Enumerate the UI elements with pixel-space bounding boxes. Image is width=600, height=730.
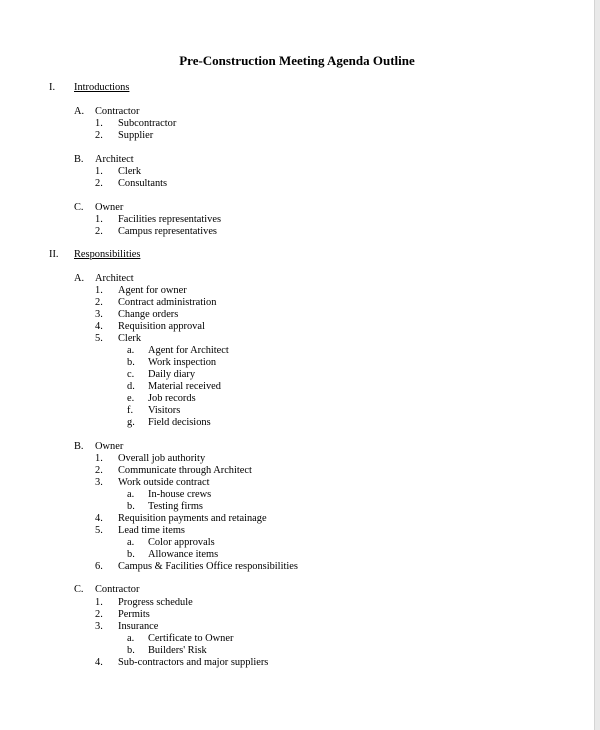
group-marker: A. <box>74 273 85 284</box>
list-item: Requisition approval <box>118 321 205 332</box>
list-subitem: Allowance items <box>148 549 219 560</box>
list-item: Campus & Facilities Office responsibilities <box>118 561 298 572</box>
list-item: Lead time items <box>118 525 185 536</box>
subitem-marker: a. <box>127 489 135 500</box>
group-marker: B. <box>74 441 84 452</box>
group-label: Contractor <box>95 106 140 117</box>
item-marker: 6. <box>95 561 103 572</box>
list-item: Clerk <box>118 333 142 344</box>
list-subitem: Testing firms <box>148 501 203 512</box>
item-marker: 2. <box>95 609 103 620</box>
list-item: Clerk <box>118 166 142 177</box>
item-marker: 1. <box>95 166 103 177</box>
subitem-marker: a. <box>127 537 135 548</box>
list-item: Progress schedule <box>118 597 193 608</box>
item-marker: 2. <box>95 297 103 308</box>
list-subitem: Daily diary <box>148 369 196 380</box>
group-label: Architect <box>95 273 134 284</box>
item-marker: 1. <box>95 214 103 225</box>
subitem-marker: d. <box>127 381 135 392</box>
group-marker: B. <box>74 154 84 165</box>
list-subitem: Work inspection <box>148 357 217 368</box>
item-marker: 5. <box>95 525 103 536</box>
subitem-marker: b. <box>127 501 135 512</box>
list-item: Insurance <box>118 621 159 632</box>
list-subitem: In-house crews <box>148 489 212 500</box>
list-item: Sub-contractors and major suppliers <box>118 657 269 668</box>
list-item: Campus representatives <box>118 226 217 237</box>
subitem-marker: b. <box>127 645 135 656</box>
item-marker: 1. <box>95 285 103 296</box>
list-subitem: Visitors <box>148 405 181 416</box>
item-marker: 4. <box>95 513 103 524</box>
subitem-marker: f. <box>127 405 134 416</box>
subitem-marker: b. <box>127 549 135 560</box>
list-subitem: Color approvals <box>148 537 215 548</box>
list-item: Facilities representatives <box>118 214 222 225</box>
document-title: Pre-Construction Meeting Agenda Outline <box>179 53 415 68</box>
section-marker: II. <box>49 249 59 260</box>
item-marker: 2. <box>95 178 103 189</box>
group-label: Owner <box>95 441 124 452</box>
subitem-marker: e. <box>127 393 135 404</box>
section-heading-responsibilities: Responsibilities <box>74 249 141 260</box>
list-subitem: Builders' Risk <box>148 645 207 656</box>
item-marker: 5. <box>95 333 103 344</box>
list-item: Contract administration <box>118 297 217 308</box>
list-item: Requisition payments and retainage <box>118 513 267 524</box>
list-subitem: Material received <box>148 381 221 392</box>
subitem-marker: a. <box>127 633 135 644</box>
list-subitem: Field decisions <box>148 417 211 428</box>
subitem-marker: b. <box>127 357 135 368</box>
list-subitem: Job records <box>148 393 196 404</box>
list-item: Subcontractor <box>118 118 177 129</box>
list-item: Communicate through Architect <box>118 465 252 476</box>
list-item: Permits <box>118 609 150 620</box>
list-subitem: Agent for Architect <box>148 345 229 356</box>
list-item: Overall job authority <box>118 453 206 464</box>
group-marker: A. <box>74 106 85 117</box>
group-label: Owner <box>95 202 124 213</box>
list-item: Supplier <box>118 130 154 141</box>
item-marker: 4. <box>95 657 103 668</box>
list-subitem: Certificate to Owner <box>148 633 234 644</box>
item-marker: 2. <box>95 465 103 476</box>
item-marker: 1. <box>95 118 103 129</box>
item-marker: 2. <box>95 226 103 237</box>
item-marker: 4. <box>95 321 103 332</box>
item-marker: 2. <box>95 130 103 141</box>
group-marker: C. <box>74 584 84 595</box>
group-label: Contractor <box>95 584 140 595</box>
group-marker: C. <box>74 202 84 213</box>
list-item: Consultants <box>118 178 168 189</box>
list-item: Work outside contract <box>118 477 210 488</box>
subitem-marker: g. <box>127 417 135 428</box>
item-marker: 3. <box>95 477 103 488</box>
subitem-marker: c. <box>127 369 135 380</box>
section-marker: I. <box>49 82 56 93</box>
subitem-marker: a. <box>127 345 135 356</box>
group-label: Architect <box>95 154 134 165</box>
item-marker: 3. <box>95 309 103 320</box>
list-item: Change orders <box>118 309 179 320</box>
item-marker: 3. <box>95 621 103 632</box>
list-item: Agent for owner <box>118 285 187 296</box>
item-marker: 1. <box>95 597 103 608</box>
section-heading-introductions: Introductions <box>74 82 130 93</box>
item-marker: 1. <box>95 453 103 464</box>
